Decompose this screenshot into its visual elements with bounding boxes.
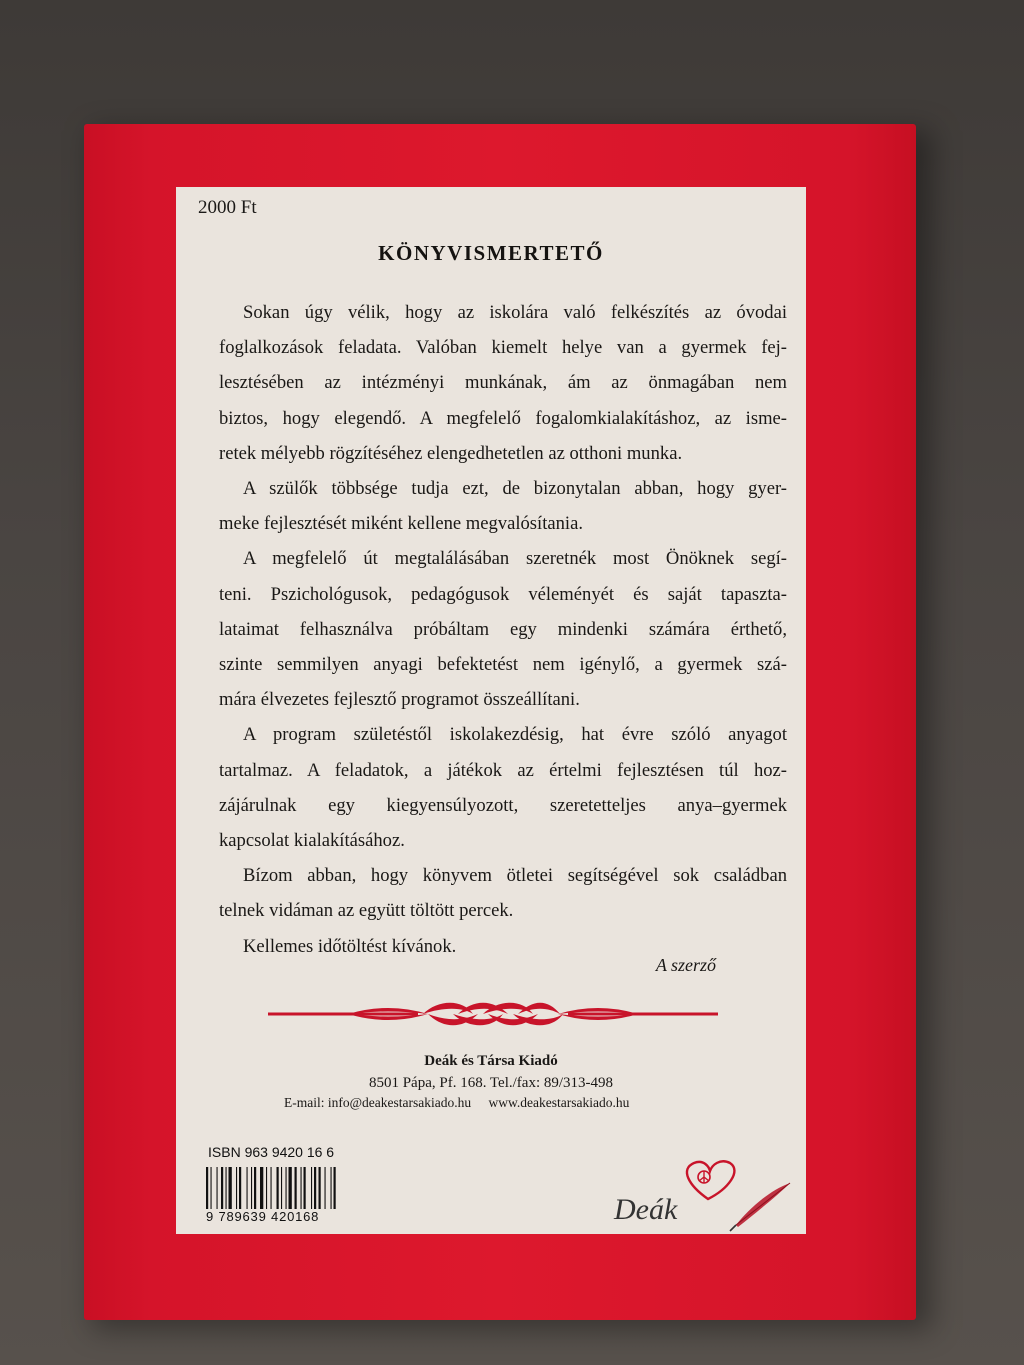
text-line: kapcsolat kialakításához. [219,830,405,852]
publisher-website: www.deakestarsakiado.hu [488,1095,630,1110]
text-line: meke fejlesztését miként kellene megvalósítania. [219,513,583,535]
paragraph [219,541,787,717]
text-line: lesztésében az intézményi munkának, ám az önmagában nem [219,372,787,394]
isbn-label: ISBN 963 9420 16 6 [208,1144,335,1160]
text-line: Kellemes időtöltést kívánok. [243,935,457,957]
text-line: Bízom abban, hogy könyvem ötletei segítségével sok családban [243,865,787,887]
text-panel [176,187,806,1234]
publisher-logo-text: Deák [614,1193,678,1226]
description-text [219,295,787,964]
book-review-heading: KÖNYVISMERTETŐ [378,241,604,265]
publisher-name: Deák és Társa Kiadó [424,1053,558,1069]
publisher-email: E-mail: info@deakestarsakiado.hu [284,1095,472,1110]
text-line: A program születéstől iskolakezdésig, hat évre szóló anyagot [243,724,787,746]
paragraph [219,717,787,858]
text-line: Sokan úgy vélik, hogy az iskolára való felkészítés az óvodai [243,302,787,323]
text-line: lataimat felhasználva próbáltam egy mindenki számára érthető, [219,618,787,640]
book-back-cover [84,124,916,1320]
text-line: teni. Pszichológusok, pedagógusok véleményét és saját tapaszta- [219,583,787,605]
paragraph [219,858,787,928]
author-signature: A szerző [655,955,716,975]
text-line: A megfelelő út megtalálásában szeretnék most Önöknek segí- [243,548,787,570]
barcode [204,1167,372,1209]
text-line: zájárulnak egy kiegyensúlyozott, szeretetteljes anya–gyermek [219,794,787,816]
text-line: A szülők többsége tudja ezt, de bizonytalan abban, hogy gyer- [243,478,787,500]
text-line: retek mélyebb rögzítéséhez elengedhetetlen az otthoni munka. [219,442,683,464]
twisted-rope-ornament [268,997,718,1031]
publisher-contact [284,1095,643,1111]
text-line: szinte semmilyen anyagi befektetést nem igénylő, a gyermek szá- [219,654,787,676]
text-line: tartalmaz. A feladatok, a játékok az értelmi fejlesztésen túl hoz- [219,759,787,781]
paragraph [219,471,787,541]
price-label: 2000 Ft [198,197,257,218]
publisher-address: 8501 Pápa, Pf. 168. Tel./fax: 89/313-498 [368,1075,614,1091]
paragraph [219,295,787,471]
text-line: foglalkozások feladata. Valóban kiemelt helye van a gyermek fej- [219,337,787,359]
barcode-number: 9 789639 420168 [206,1209,320,1224]
text-line: biztos, hogy elegendő. A megfelelő fogalomkialakításhoz, az isme- [219,407,787,429]
text-line: telnek vidáman az együtt töltött percek. [219,900,514,922]
text-line: mára élvezetes fejlesztő programot összeállítani. [219,689,580,711]
